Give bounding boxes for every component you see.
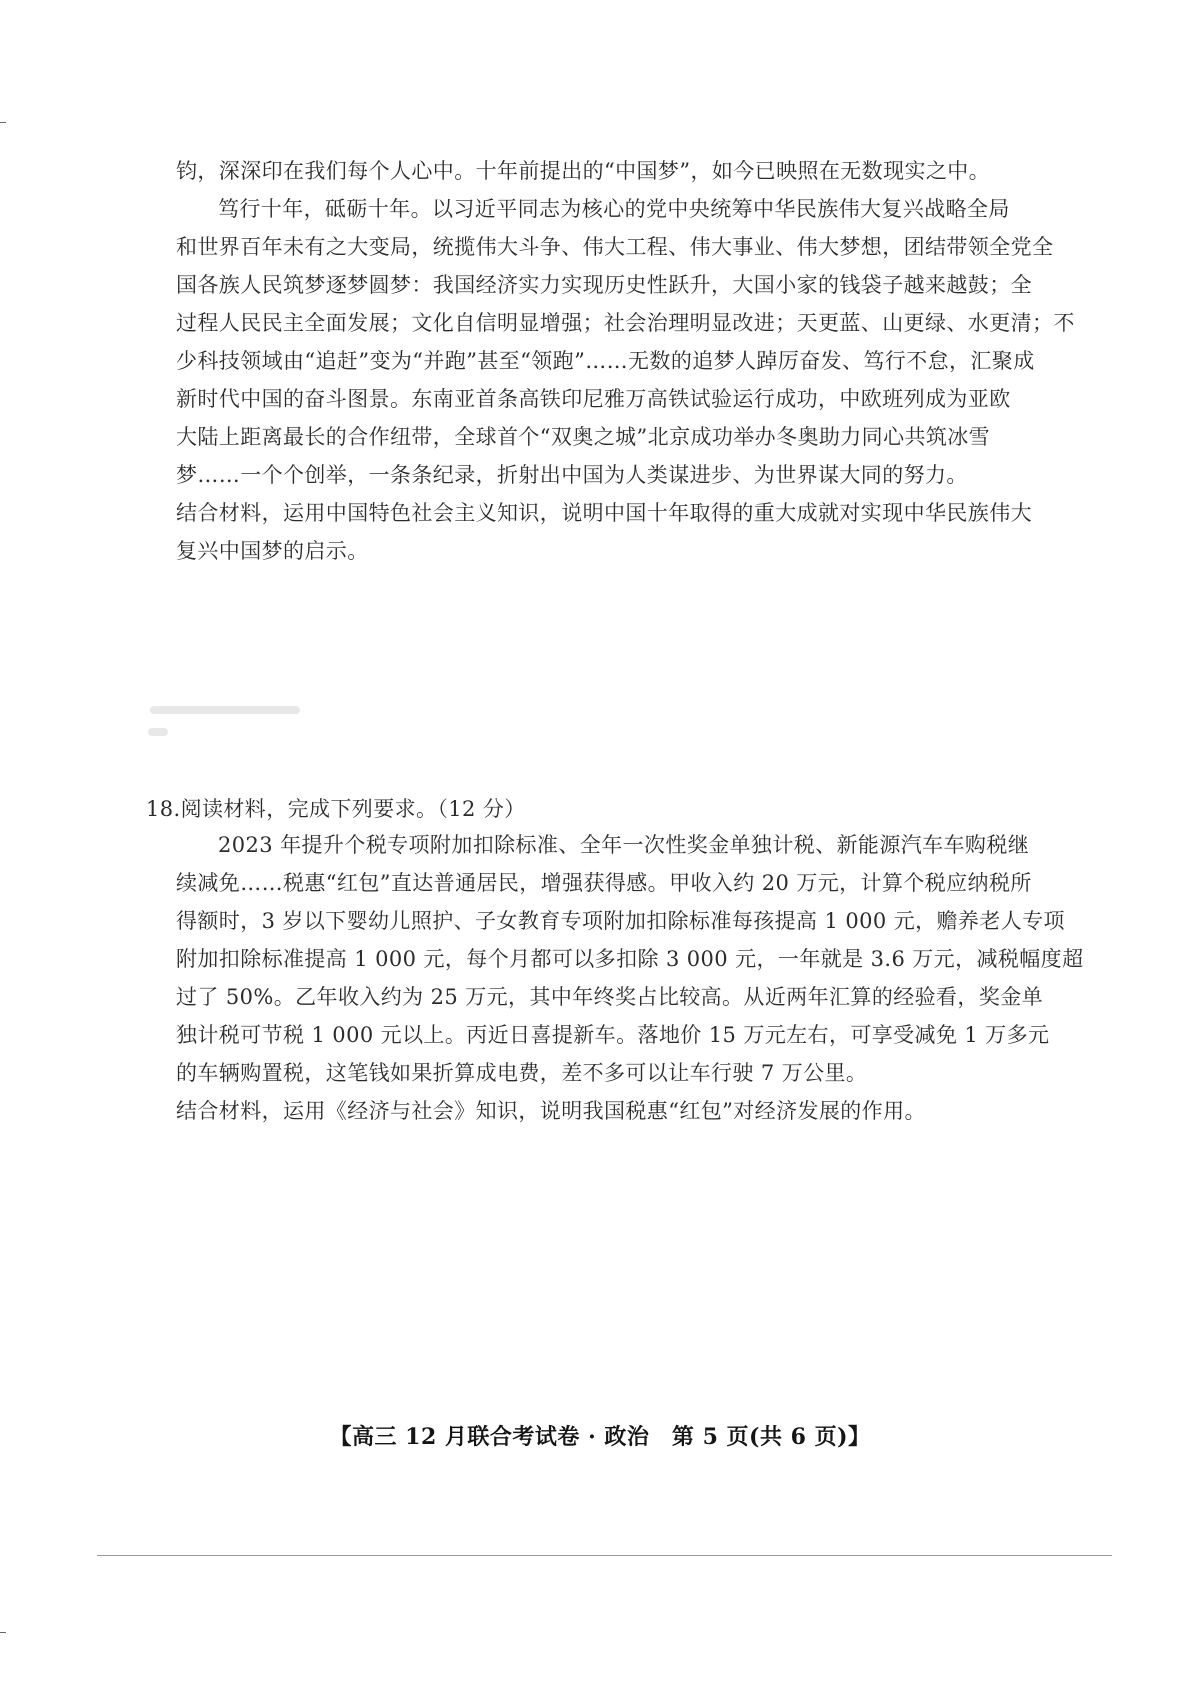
question-prompt-line: 复兴中国梦的启示。 xyxy=(176,539,369,563)
material-line: 少科技领域由“追赶”变为“并跑”甚至“领跑”……无数的追梦人踔厉奋发、笃行不怠，汇聚成 xyxy=(176,349,1035,373)
material-line: 2023 年提升个税专项附加扣除标准、全年一次性奖金单独计税、新能源汽车车购税继 xyxy=(218,833,1030,857)
material-line: 梦……一个个创举，一条条纪录，折射出中国为人类谋进步、为世界谋大同的努力。 xyxy=(176,463,968,487)
material-line: 国各族人民筑梦逐梦圆梦：我国经济实力实现历史性跃升，大国小家的钱袋子越来越鼓；全 xyxy=(176,273,1032,297)
page-footer: 【高三 12 月联合考试卷 · 政治 第 5 页(共 6 页)】 xyxy=(329,1424,871,1450)
material-line: 新时代中国的奋斗图景。东南亚首条高铁印尼雅万高铁试验运行成功，中欧班列成为亚欧 xyxy=(176,387,1011,411)
material-line: 续减免……税惠“红包”直达普通居民，增强获得感。甲收入约 20 万元，计算个税应纳税所 xyxy=(176,871,1032,895)
footer-divider xyxy=(97,1555,1112,1556)
material-line: 过程人民民主全面发展；文化自信明显增强；社会治理明显改进；天更蓝、山更绿、水更清；不 xyxy=(176,311,1075,335)
material-line: 附加扣除标准提高 1 000 元，每个月都可以多扣除 3 000 元，一年就是 3.6 万元，减税幅度超 xyxy=(176,947,1084,971)
question-header: 18.阅读材料，完成下列要求。（12 分） xyxy=(146,797,526,821)
material-line: 钧，深深印在我们每个人心中。十年前提出的“中国梦”，如今已映照在无数现实之中。 xyxy=(176,159,991,183)
margin-tick xyxy=(0,122,6,123)
material-line: 大陆上距离最长的合作纽带，全球首个“双奥之城”北京成功举办冬奥助力同心共筑冰雪 xyxy=(176,425,991,449)
material-line: 的车辆购置税，这笔钱如果折算成电费，差不多可以让车行驶 7 万公里。 xyxy=(176,1061,868,1085)
question-prompt-line: 结合材料，运用中国特色社会主义知识，说明中国十年取得的重大成就对实现中华民族伟大 xyxy=(176,501,1032,525)
margin-tick xyxy=(0,1632,6,1633)
material-line: 笃行十年，砥砺十年。以习近平同志为核心的党中央统筹中华民族伟大复兴战略全局 xyxy=(218,197,1010,221)
scan-smudge xyxy=(150,706,300,714)
material-line: 得额时，3 岁以下婴幼儿照护、子女教育专项附加扣除标准每孩提高 1 000 元，赡养老人专项 xyxy=(176,909,1065,933)
material-line: 过了 50%。乙年收入约为 25 万元，其中年终奖占比较高。从近两年汇算的经验看，奖金单 xyxy=(176,985,1044,1009)
material-line: 独计税可节税 1 000 元以上。丙近日喜提新车。落地价 15 万元左右，可享受减免 1 万多元 xyxy=(176,1023,1050,1047)
material-line: 和世界百年未有之大变局，统揽伟大斗争、伟大工程、伟大事业、伟大梦想，团结带领全党全 xyxy=(176,235,1054,259)
scan-smudge xyxy=(148,728,168,736)
question-prompt-line: 结合材料，运用《经济与社会》知识，说明我国税惠“红包”对经济发展的作用。 xyxy=(176,1099,926,1123)
